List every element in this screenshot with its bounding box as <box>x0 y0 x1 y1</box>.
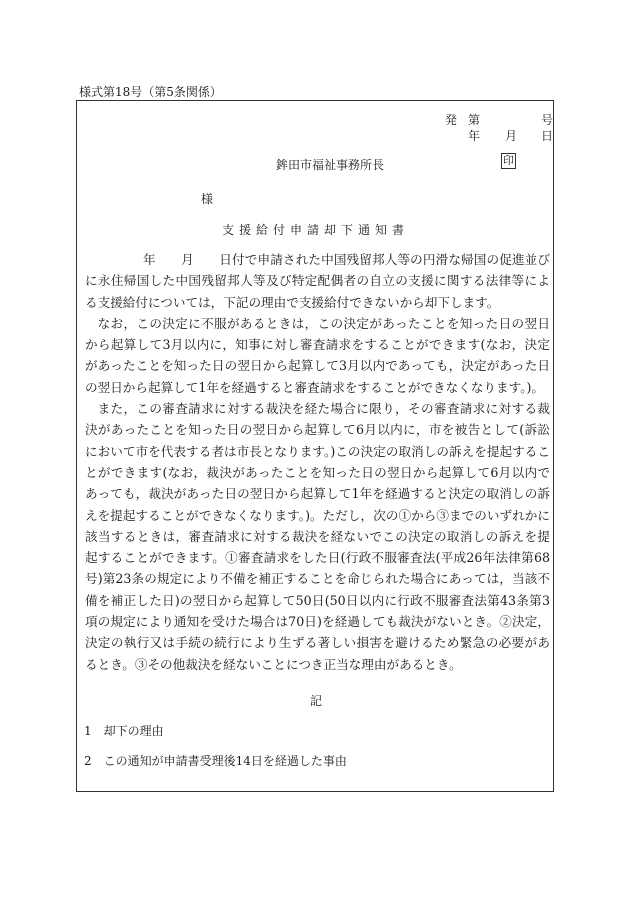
ki-heading: 記 <box>310 694 323 708</box>
seal-mark: 印 <box>503 154 514 167</box>
reason-item-2: 2 この通知が申請書受理後14日を経過した事由 <box>84 754 347 768</box>
issue-number-dai: 第 <box>468 113 481 127</box>
reason-item-1: 1 却下の理由 <box>84 724 164 738</box>
issue-number-go: 号 <box>541 113 554 127</box>
date-year: 年 <box>468 129 481 143</box>
form-number-label: 様式第18号（第5条関係） <box>79 85 222 99</box>
issue-number-prefix: 発 <box>445 113 458 127</box>
body-paragraph-3: また，この審査請求に対する裁決を経た場合に限り，その審査請求に対する裁決があったことを知った日の翌日から起算して6月以内に，市を被告として(訴訟において市を代表する者は市長となります。)この決定の取消しの訴えを提起することができます(なお，裁決があったことを知った日の翌日から起算して6月以内であっても，裁決があった日の翌日から起算して1年を経過すると決定の取消しの訴えを提起することができなくなります。)。ただし，次の①から③までのいずれかに該当するときは，審査請求に対する裁決を経ないでこの決定の取消しの訴えを提起することができます。①審査請求をした日(行政不服審査法(平成26年法律第68号)第23条の規定により不備を補正することを命じられた場合にあっては，当該不備を補正した日)の翌日から起算して50日(50日以内に行政不服審査法第43条第3項の規定により通知を受けた場合は70日)を経過しても裁決がないとき。②決定，決定の執行又は手続の続行により生ずる著しい損害を避けるため緊急の必要があるとき。③その他裁決を経ないことにつき正当な理由があるとき。 <box>85 401 551 672</box>
document-title: 支援給付申請却下通知書 <box>222 223 410 237</box>
date-month: 月 <box>505 129 518 143</box>
notice-body <box>85 249 550 675</box>
body-paragraph-2: なお，この決定に不服があるときは，この決定があったことを知った日の翌日から起算して3月以内に，知事に対し審査請求をすることができます(なお，決定があったことを知った日の翌日から起算して3月以内であっても，決定があった日の翌日から起算して1年を経過すると審査請求をすることができなくなります。)。 <box>85 315 550 395</box>
addressee-honorific: 様 <box>201 192 214 206</box>
issuer-name: 鉾田市福祉事務所長 <box>276 158 385 172</box>
body-paragraph-1: 年 月 日付で申請された中国残留邦人等の円滑な帰国の促進並びに永住帰国した中国残留邦人等及び特定配偶者の自立の支援に関する法律等による支援給付については，下記の理由で支援給付できないから却下します。 <box>85 252 551 310</box>
date-day: 日 <box>541 129 554 143</box>
